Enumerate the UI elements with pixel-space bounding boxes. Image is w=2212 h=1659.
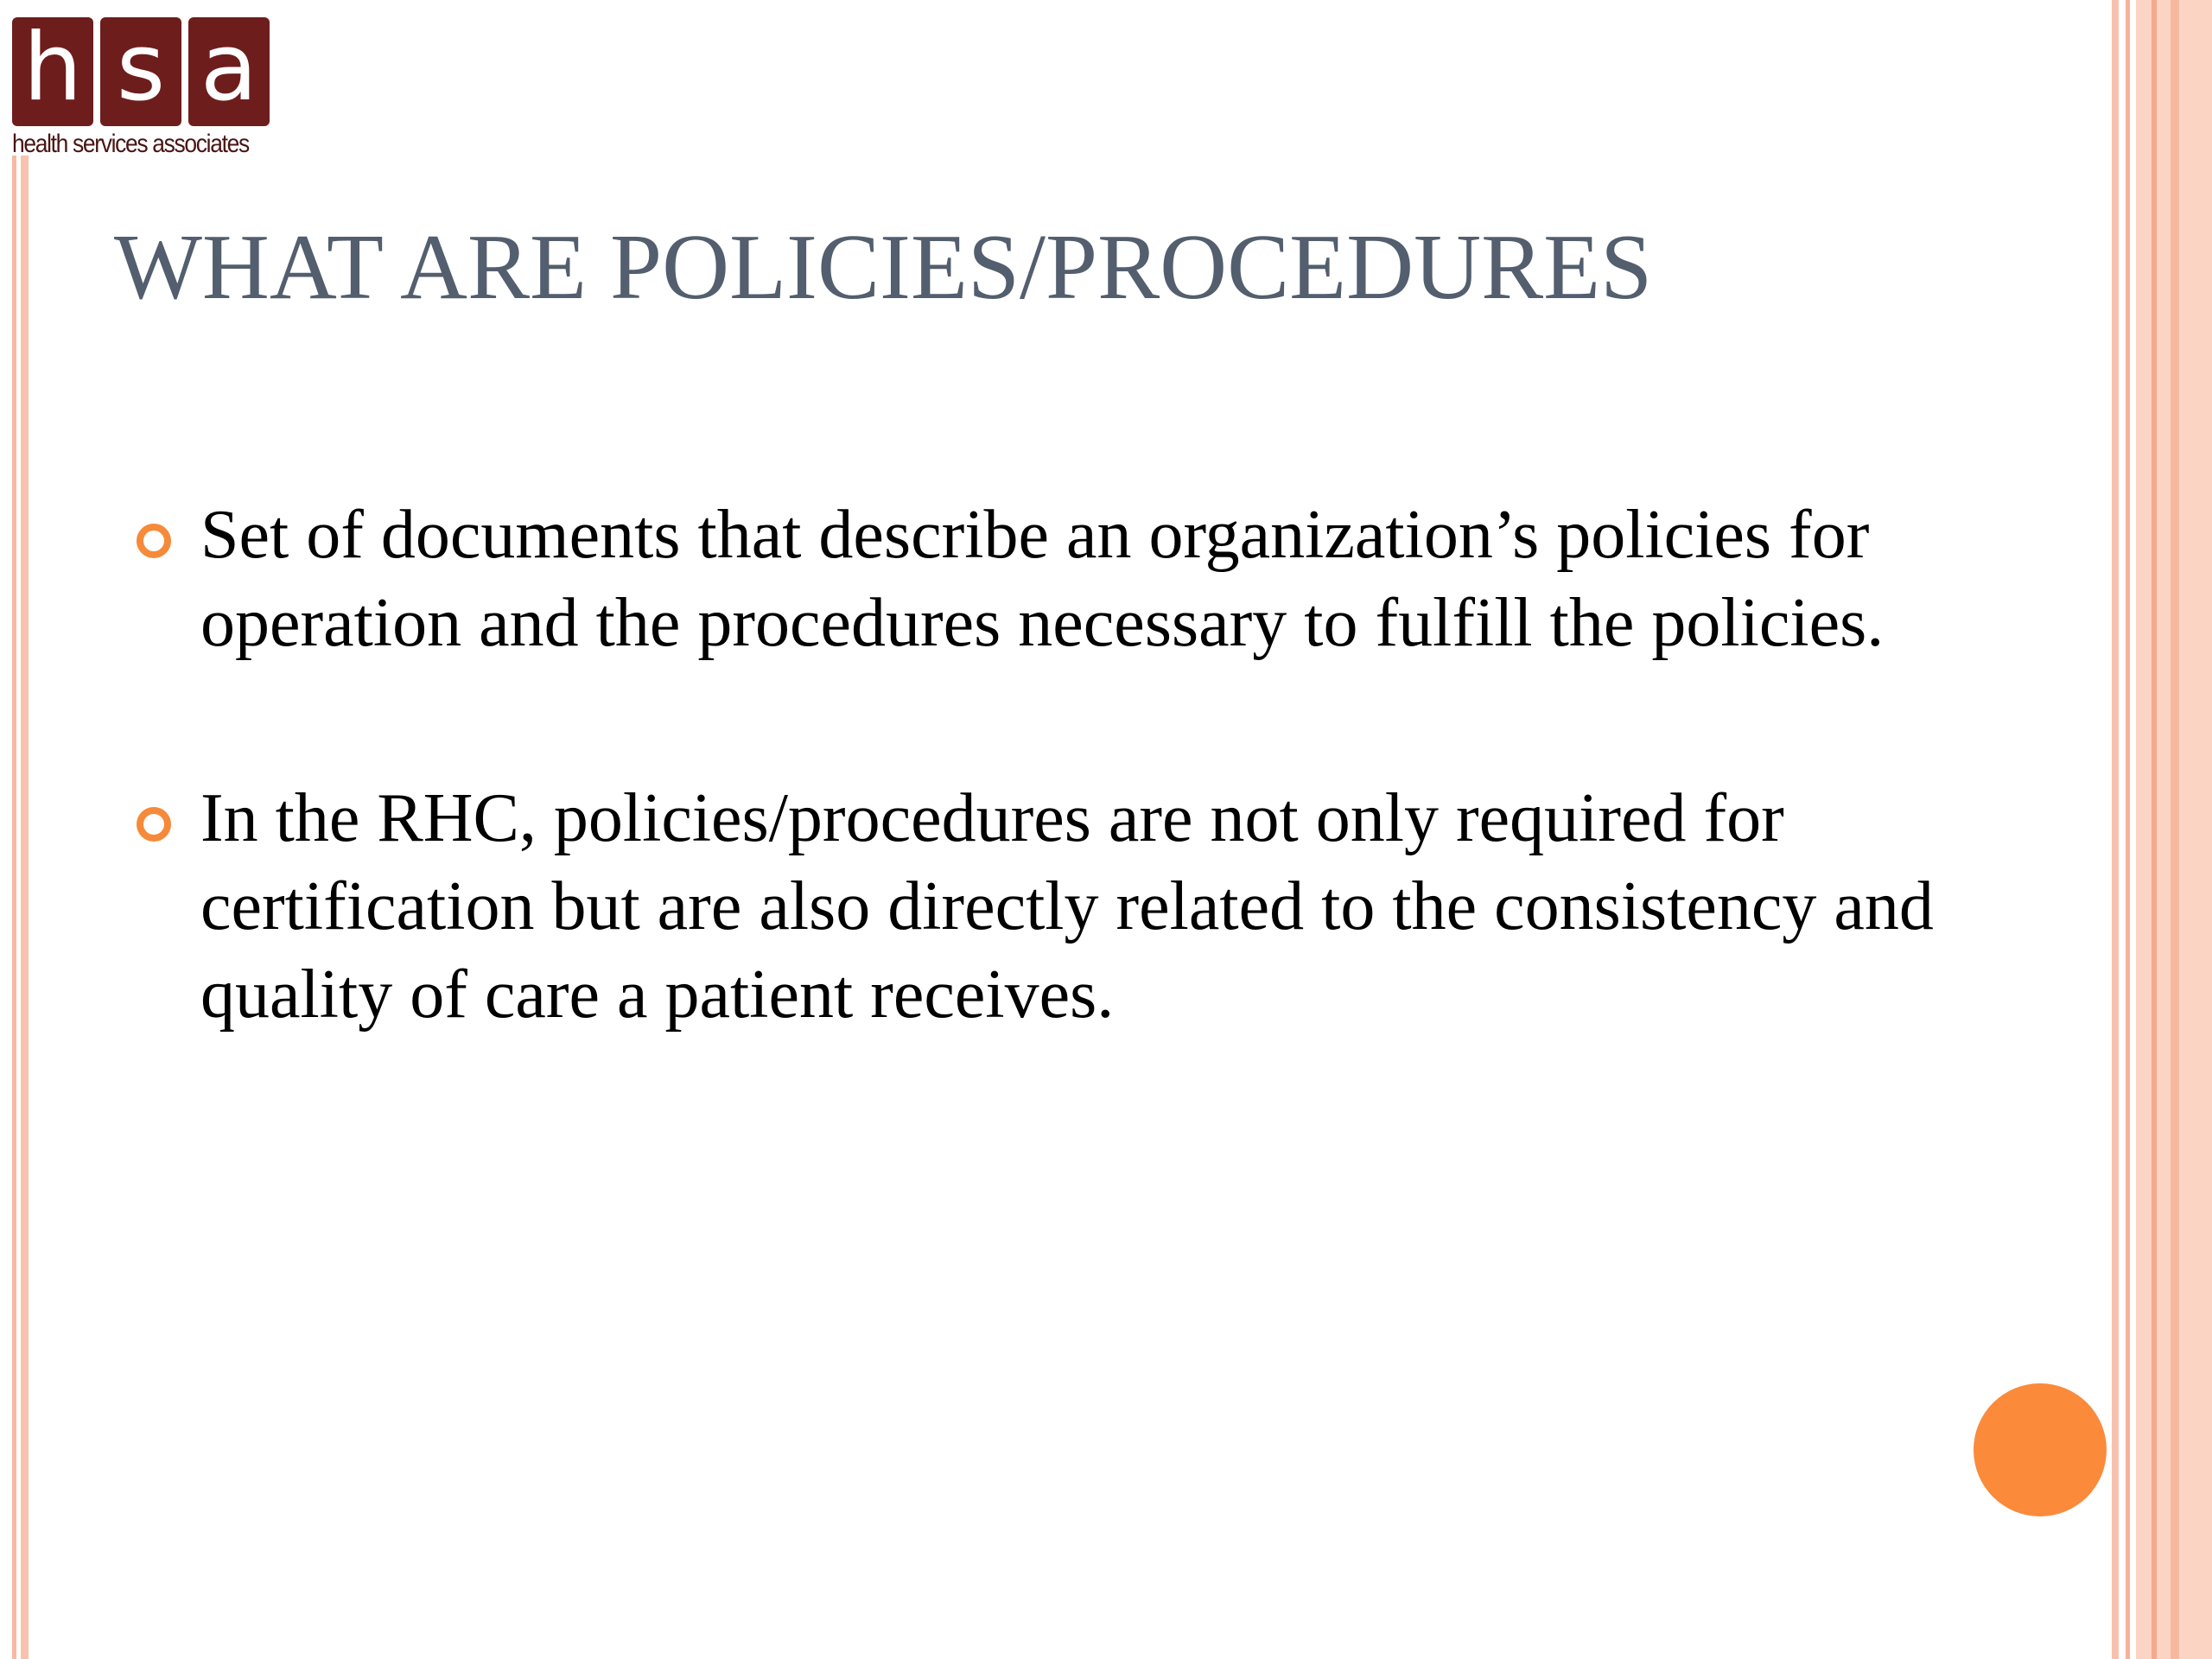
right-border-stripe — [2171, 0, 2179, 1659]
bullet-item — [128, 774, 2055, 1039]
right-border-stripe — [2152, 0, 2157, 1659]
bullet-item — [128, 491, 2055, 667]
logo-letter-s: s — [100, 17, 181, 126]
logo-letter-h: h — [12, 17, 93, 126]
hsa-logo — [12, 14, 271, 164]
bullet-text: In the RHC, policies/procedures are not only required for certification but are also directly related to the consistency and quality of care a patient receives. — [200, 780, 1934, 1033]
right-border-stripe — [2126, 0, 2130, 1659]
left-border-stripe — [21, 156, 29, 1659]
logo-tagline: health services associates — [12, 130, 249, 158]
bullet-text: Set of documents that describe an organization’s policies for operation and the procedures necessary to fulfill the policies. — [200, 497, 1885, 661]
right-border-stripe — [2112, 0, 2119, 1659]
slide-title: WHAT ARE POLICIES/PROCEDURES — [114, 216, 1653, 319]
left-border-stripe — [12, 156, 16, 1659]
bullet-circle-icon — [137, 524, 171, 558]
logo-letter-a: a — [188, 17, 270, 126]
bullet-circle-icon — [137, 807, 171, 842]
orange-circle-decoration — [1974, 1383, 2107, 1516]
bullet-list — [128, 491, 2055, 1146]
logo-tiles — [12, 14, 271, 128]
